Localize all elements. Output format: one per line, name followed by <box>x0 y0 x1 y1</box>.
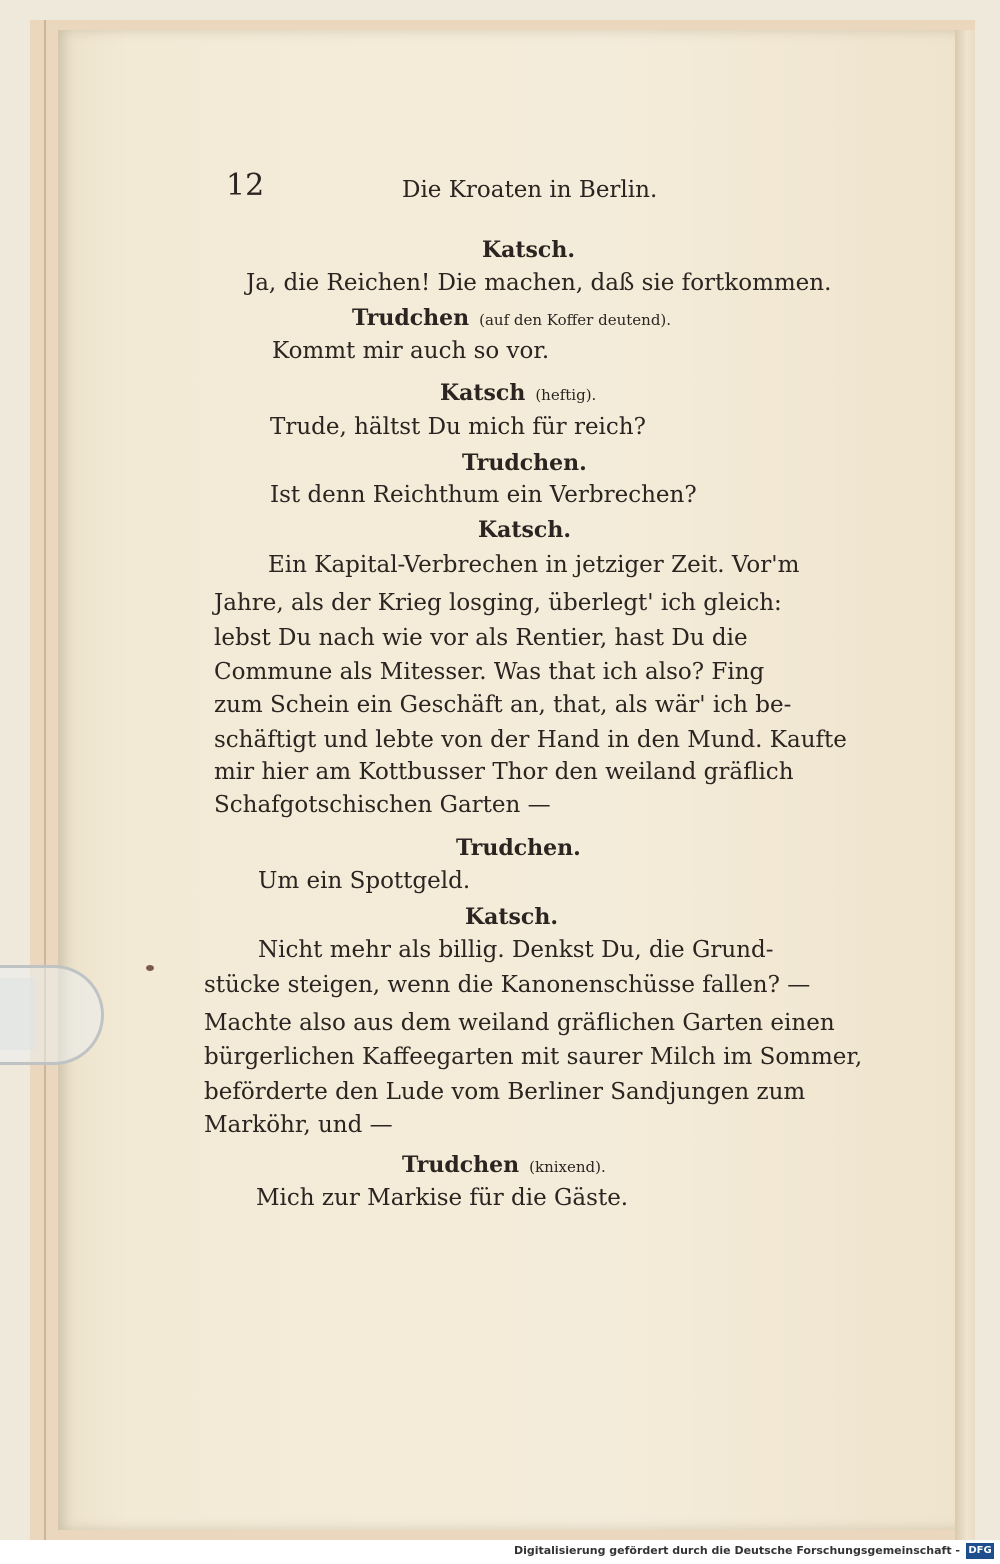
text-line: mir hier am Kottbusser Thor den weiland gräflich <box>214 759 794 785</box>
dfg-logo: DFG <box>966 1543 994 1559</box>
text-line: Kommt mir auch so vor. <box>272 338 550 364</box>
stage-direction: (knixend). <box>529 1158 606 1176</box>
text-line: schäftigt und lebte von der Hand in den Mund. Kaufte <box>214 727 847 753</box>
digitization-credit: Digitalisierung gefördert durch die Deutsche Forschungsgemeinschaft - <box>513 1544 960 1557</box>
running-title: Die Kroaten in Berlin. <box>402 177 658 203</box>
text-line: Ein Kapital-Verbrechen in jetziger Zeit. Vor'm <box>268 552 800 578</box>
speaker-name: Katsch. <box>478 517 571 543</box>
speaker-name: Trudchen. <box>456 835 581 861</box>
speaker-name: Trudchen. <box>462 450 587 476</box>
stage-direction: (auf den Koffer deutend). <box>479 311 672 329</box>
text-line: zum Schein ein Geschäft an, that, als wär' ich be- <box>214 692 792 718</box>
text-line: beförderte den Lude vom Berliner Sandjungen zum <box>204 1079 806 1105</box>
text-line: Ja, die Reichen! Die machen, daß sie fortkommen. <box>246 270 832 296</box>
text-line: Marköhr, und — <box>204 1112 393 1138</box>
text-line: Mich zur Markise für die Gäste. <box>256 1185 629 1211</box>
text-line: bürgerlichen Kaffeegarten mit saurer Milch im Sommer, <box>204 1044 863 1070</box>
stage-direction: (heftig). <box>535 386 597 404</box>
text-line: stücke steigen, wenn die Kanonenschüsse fallen? — <box>204 972 811 998</box>
speaker-name: Trudchen (auf den Koffer deutend). <box>352 305 672 331</box>
speaker-name: Trudchen (knixend). <box>402 1152 606 1178</box>
speaker-name: Katsch (heftig). <box>440 380 597 406</box>
text-line: Um ein Spottgeld. <box>258 868 471 894</box>
text-line: Trude, hältst Du mich für reich? <box>270 414 646 440</box>
footer-bar <box>0 1540 1000 1564</box>
text-line: Nicht mehr als billig. Denkst Du, die Grund- <box>258 937 774 963</box>
text-line: Commune als Mitesser. Was that ich also? Fing <box>214 659 765 685</box>
speaker-name: Katsch. <box>482 237 575 263</box>
text-line: lebst Du nach wie vor als Rentier, hast Du die <box>214 625 748 651</box>
text-line: Ist denn Reichthum ein Verbrechen? <box>270 482 697 508</box>
speaker-name: Katsch. <box>465 904 558 930</box>
page-number: 12 <box>226 168 265 203</box>
text-line: Schafgotschischen Garten — <box>214 792 551 818</box>
text-line: Jahre, als der Krieg losging, überlegt' ich gleich: <box>214 590 782 616</box>
text-line: Machte also aus dem weiland gräflichen Garten einen <box>204 1010 835 1036</box>
